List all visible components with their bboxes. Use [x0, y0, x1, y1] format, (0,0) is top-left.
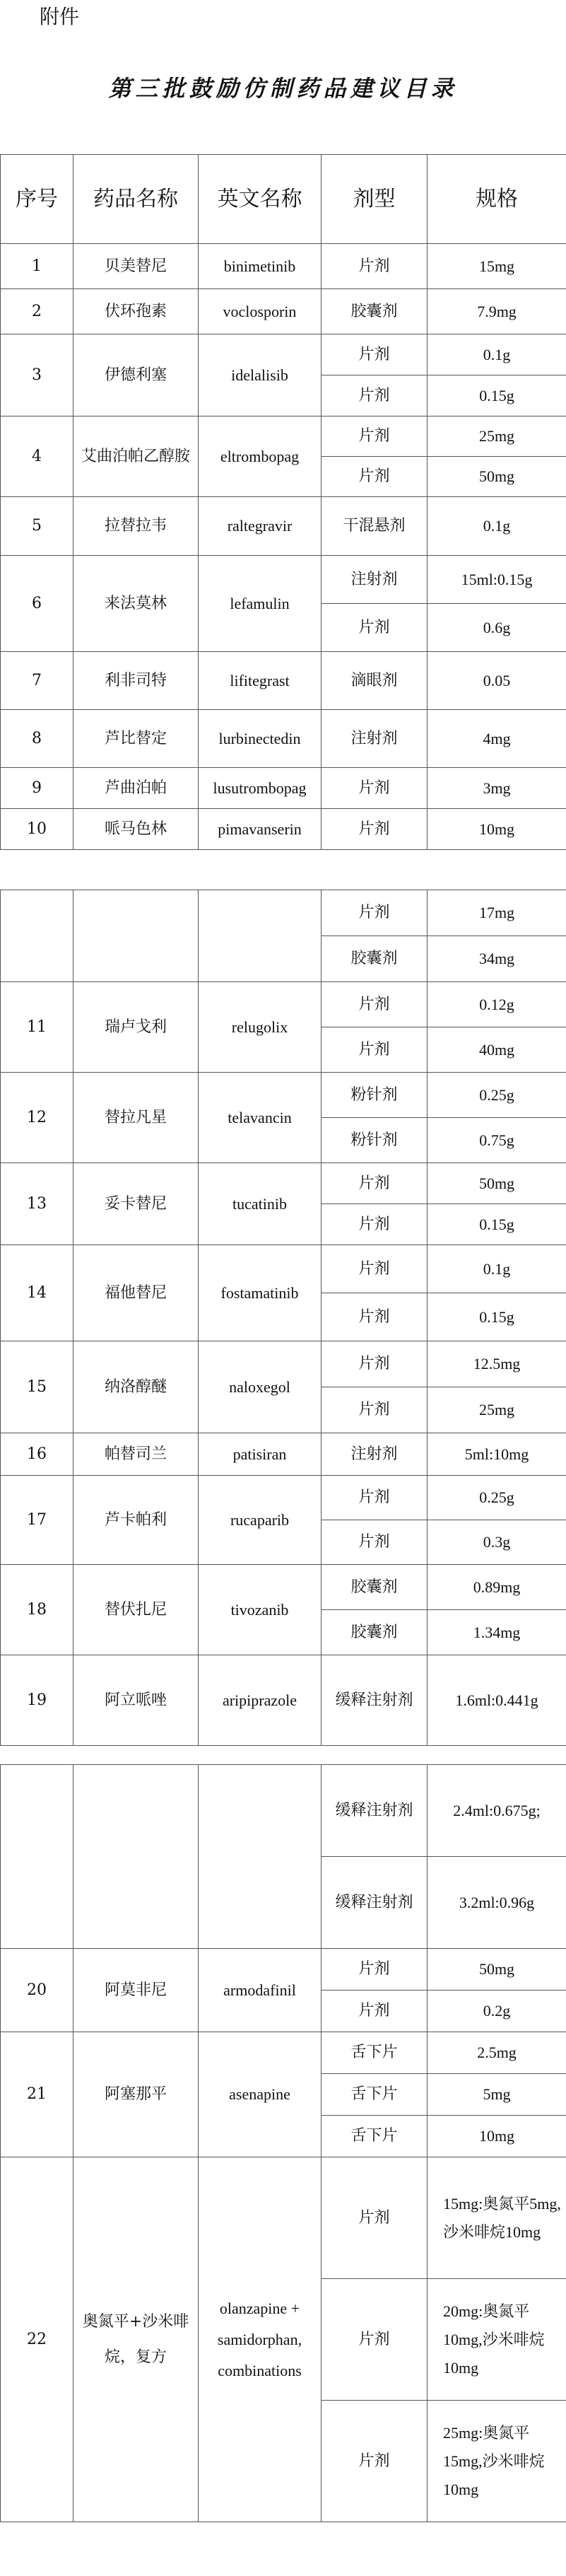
specification: 50mg — [428, 1163, 566, 1204]
row-no: 12 — [1, 1073, 73, 1163]
specification: 3mg — [428, 768, 566, 809]
specification: 1.34mg — [428, 1610, 566, 1655]
dosage-form: 粉针剂 — [322, 1073, 428, 1118]
dosage-form: 注射剂 — [322, 1433, 428, 1476]
specification: 0.1g — [428, 334, 566, 375]
drug-en-name: binimetinib — [199, 244, 322, 289]
row-no: 1 — [1, 244, 73, 289]
drug-en-name: patisiran — [199, 1433, 322, 1476]
specification: 0.15g — [428, 1293, 566, 1341]
dosage-form: 粉针剂 — [322, 1118, 428, 1163]
dosage-form: 注射剂 — [322, 710, 428, 768]
dosage-form: 片剂 — [322, 890, 428, 936]
table-row — [1, 2032, 566, 2074]
drug-table-page-2 — [0, 890, 566, 1746]
row-no: 15 — [1, 1341, 73, 1433]
specification: 20mg:奥氮平10mg,沙米啡烷10mg — [428, 2279, 566, 2401]
specification: 34mg — [428, 936, 566, 982]
specification: 2.5mg — [428, 2032, 566, 2074]
drug-cn-name: 福他替尼 — [73, 1245, 199, 1341]
specification: 3.2ml:0.96g — [428, 1857, 566, 1949]
table-row — [1, 334, 566, 375]
table-row — [1, 982, 566, 1027]
header-cn-name: 药品名称 — [73, 155, 199, 244]
dosage-form: 缓释注射剂 — [322, 1765, 428, 1857]
drug-en-name: olanzapine + samidorphan, combinations — [199, 2157, 322, 2522]
row-no-continued — [1, 890, 73, 982]
drug-en-name: rucaparib — [199, 1476, 322, 1565]
dosage-form: 片剂 — [322, 982, 428, 1027]
specification: 0.6g — [428, 604, 566, 652]
drug-en-name-continued — [199, 1765, 322, 1949]
drug-cn-name: 奥氮平+沙米啡烷，复方 — [73, 2157, 199, 2522]
drug-en-name: eltrombopag — [199, 416, 322, 497]
drug-cn-name-continued — [73, 1765, 199, 1949]
header-en-name: 英文名称 — [199, 155, 322, 244]
table-row — [1, 1245, 566, 1293]
specification: 15mg:奥氮平5mg,沙米啡烷10mg — [428, 2157, 566, 2279]
table-row — [1, 890, 566, 936]
dosage-form: 缓释注射剂 — [322, 1857, 428, 1949]
table-row — [1, 710, 566, 768]
drug-cn-name: 贝美替尼 — [73, 244, 199, 289]
specification: 2.4ml:0.675g; — [428, 1765, 566, 1857]
drug-en-name: lefamulin — [199, 556, 322, 652]
dosage-form: 片剂 — [322, 1204, 428, 1245]
dosage-form: 片剂 — [322, 1387, 428, 1433]
table-row — [1, 768, 566, 809]
row-no: 7 — [1, 652, 73, 710]
drug-en-name: naloxegol — [199, 1341, 322, 1433]
drug-cn-name: 拉替拉韦 — [73, 497, 199, 556]
specification: 25mg — [428, 416, 566, 457]
drug-en-name: relugolix — [199, 982, 322, 1073]
specification: 17mg — [428, 890, 566, 936]
table-row — [1, 1565, 566, 1610]
dosage-form: 片剂 — [322, 334, 428, 375]
drug-cn-name: 艾曲泊帕乙醇胺 — [73, 416, 199, 497]
specification: 0.1g — [428, 1245, 566, 1293]
specification: 1.6ml:0.441g — [428, 1655, 566, 1746]
specification: 10mg — [428, 2116, 566, 2157]
specification: 5ml:10mg — [428, 1433, 566, 1476]
dosage-form: 缓释注射剂 — [322, 1655, 428, 1746]
table-row — [1, 1765, 566, 1857]
row-no: 21 — [1, 2032, 73, 2157]
row-no: 18 — [1, 1565, 73, 1655]
row-no: 4 — [1, 416, 73, 497]
table-row — [1, 497, 566, 556]
specification: 0.1g — [428, 497, 566, 556]
header-form: 剂型 — [322, 155, 428, 244]
table-row — [1, 652, 566, 710]
drug-en-name: armodafinil — [199, 1949, 322, 2032]
specification: 0.12g — [428, 982, 566, 1027]
drug-cn-name-continued — [73, 890, 199, 982]
table-row — [1, 556, 566, 604]
drug-cn-name: 伊德利塞 — [73, 334, 199, 416]
drug-cn-name: 妥卡替尼 — [73, 1163, 199, 1245]
specification: 7.9mg — [428, 289, 566, 334]
specification: 0.15g — [428, 375, 566, 416]
dosage-form: 干混悬剂 — [322, 497, 428, 556]
drug-en-name: fostamatinib — [199, 1245, 322, 1341]
drug-en-name: lifitegrast — [199, 652, 322, 710]
dosage-form: 片剂 — [322, 1341, 428, 1387]
table-row — [1, 1476, 566, 1520]
specification: 15ml:0.15g — [428, 556, 566, 604]
dosage-form: 片剂 — [322, 604, 428, 652]
drug-en-name: tucatinib — [199, 1163, 322, 1245]
document-title: 第三批鼓励仿制药品建议目录 — [108, 75, 458, 102]
drug-en-name: asenapine — [199, 2032, 322, 2157]
specification: 40mg — [428, 1027, 566, 1073]
drug-table-page-3 — [0, 1764, 566, 2522]
dosage-form: 片剂 — [322, 244, 428, 289]
dosage-form: 片剂 — [322, 768, 428, 809]
specification: 25mg:奥氮平15mg,沙米啡烷10mg — [428, 2401, 566, 2522]
drug-en-name: telavancin — [199, 1073, 322, 1163]
header-spec: 规格 — [428, 155, 566, 244]
drug-cn-name: 瑞卢戈利 — [73, 982, 199, 1073]
specification: 0.25g — [428, 1476, 566, 1520]
row-no: 11 — [1, 982, 73, 1073]
dosage-form: 胶囊剂 — [322, 936, 428, 982]
specification: 0.15g — [428, 1204, 566, 1245]
table-row — [1, 1341, 566, 1387]
row-no: 6 — [1, 556, 73, 652]
dosage-form: 舌下片 — [322, 2116, 428, 2157]
row-no: 19 — [1, 1655, 73, 1746]
dosage-form: 胶囊剂 — [322, 1565, 428, 1610]
drug-cn-name: 纳洛醇醚 — [73, 1341, 199, 1433]
row-no: 17 — [1, 1476, 73, 1565]
dosage-form: 胶囊剂 — [322, 289, 428, 334]
drug-en-name: tivozanib — [199, 1565, 322, 1655]
drug-table-page-1 — [0, 154, 566, 850]
drug-en-name: pimavanserin — [199, 809, 322, 850]
dosage-form: 片剂 — [322, 1245, 428, 1293]
dosage-form: 片剂 — [322, 1949, 428, 1991]
specification: 0.75g — [428, 1118, 566, 1163]
dosage-form: 胶囊剂 — [322, 1610, 428, 1655]
row-no: 22 — [1, 2157, 73, 2522]
dosage-form: 片剂 — [322, 1991, 428, 2032]
dosage-form: 片剂 — [322, 1293, 428, 1341]
row-no: 13 — [1, 1163, 73, 1245]
dosage-form: 舌下片 — [322, 2074, 428, 2116]
drug-cn-name: 芦曲泊帕 — [73, 768, 199, 809]
specification: 0.89mg — [428, 1565, 566, 1610]
specification: 25mg — [428, 1387, 566, 1433]
dosage-form: 片剂 — [322, 1520, 428, 1565]
specification: 12.5mg — [428, 1341, 566, 1387]
drug-en-name: idelalisib — [199, 334, 322, 416]
dosage-form: 片剂 — [322, 1476, 428, 1520]
drug-cn-name: 利非司特 — [73, 652, 199, 710]
dosage-form: 片剂 — [322, 416, 428, 457]
dosage-form: 片剂 — [322, 2157, 428, 2279]
drug-en-name: voclosporin — [199, 289, 322, 334]
header-no: 序号 — [1, 155, 73, 244]
table-row — [1, 809, 566, 850]
drug-cn-name: 伏环孢素 — [73, 289, 199, 334]
specification: 10mg — [428, 809, 566, 850]
specification: 50mg — [428, 1949, 566, 1991]
drug-cn-name: 来法莫林 — [73, 556, 199, 652]
drug-cn-name: 替拉凡星 — [73, 1073, 199, 1163]
dosage-form: 注射剂 — [322, 556, 428, 604]
specification: 0.05 — [428, 652, 566, 710]
drug-cn-name: 芦卡帕利 — [73, 1476, 199, 1565]
specification: 0.3g — [428, 1520, 566, 1565]
table-row — [1, 2157, 566, 2279]
dosage-form: 片剂 — [322, 2279, 428, 2401]
row-no: 3 — [1, 334, 73, 416]
table-row — [1, 1949, 566, 1991]
table-row — [1, 289, 566, 334]
drug-en-name: lurbinectedin — [199, 710, 322, 768]
row-no: 8 — [1, 710, 73, 768]
row-no-continued — [1, 1765, 73, 1949]
specification: 4mg — [428, 710, 566, 768]
row-no: 9 — [1, 768, 73, 809]
drug-en-name: raltegravir — [199, 497, 322, 556]
drug-cn-name: 替伏扎尼 — [73, 1565, 199, 1655]
attachment-label: 附件 — [40, 5, 80, 28]
drug-cn-name: 阿塞那平 — [73, 2032, 199, 2157]
dosage-form: 片剂 — [322, 1027, 428, 1073]
dosage-form: 片剂 — [322, 2401, 428, 2522]
specification: 50mg — [428, 457, 566, 497]
dosage-form: 片剂 — [322, 457, 428, 497]
drug-cn-name: 阿莫非尼 — [73, 1949, 199, 2032]
specification: 0.25g — [428, 1073, 566, 1118]
drug-en-name-continued — [199, 890, 322, 982]
drug-cn-name: 芦比替定 — [73, 710, 199, 768]
table-row — [1, 416, 566, 457]
row-no: 2 — [1, 289, 73, 334]
table-row — [1, 244, 566, 289]
drug-cn-name: 帕替司兰 — [73, 1433, 199, 1476]
dosage-form: 片剂 — [322, 375, 428, 416]
row-no: 5 — [1, 497, 73, 556]
specification: 5mg — [428, 2074, 566, 2116]
drug-en-name: lusutrombopag — [199, 768, 322, 809]
table-row — [1, 1073, 566, 1118]
specification: 0.2g — [428, 1991, 566, 2032]
row-no: 20 — [1, 1949, 73, 2032]
drug-en-name: aripiprazole — [199, 1655, 322, 1746]
row-no: 10 — [1, 809, 73, 850]
dosage-form: 舌下片 — [322, 2032, 428, 2074]
table-row — [1, 1163, 566, 1204]
drug-cn-name: 阿立哌唑 — [73, 1655, 199, 1746]
dosage-form: 滴眼剂 — [322, 652, 428, 710]
drug-cn-name: 哌马色林 — [73, 809, 199, 850]
row-no: 14 — [1, 1245, 73, 1341]
row-no: 16 — [1, 1433, 73, 1476]
dosage-form: 片剂 — [322, 809, 428, 850]
specification: 15mg — [428, 244, 566, 289]
dosage-form: 片剂 — [322, 1163, 428, 1204]
table-row — [1, 1655, 566, 1746]
table-row — [1, 1433, 566, 1476]
